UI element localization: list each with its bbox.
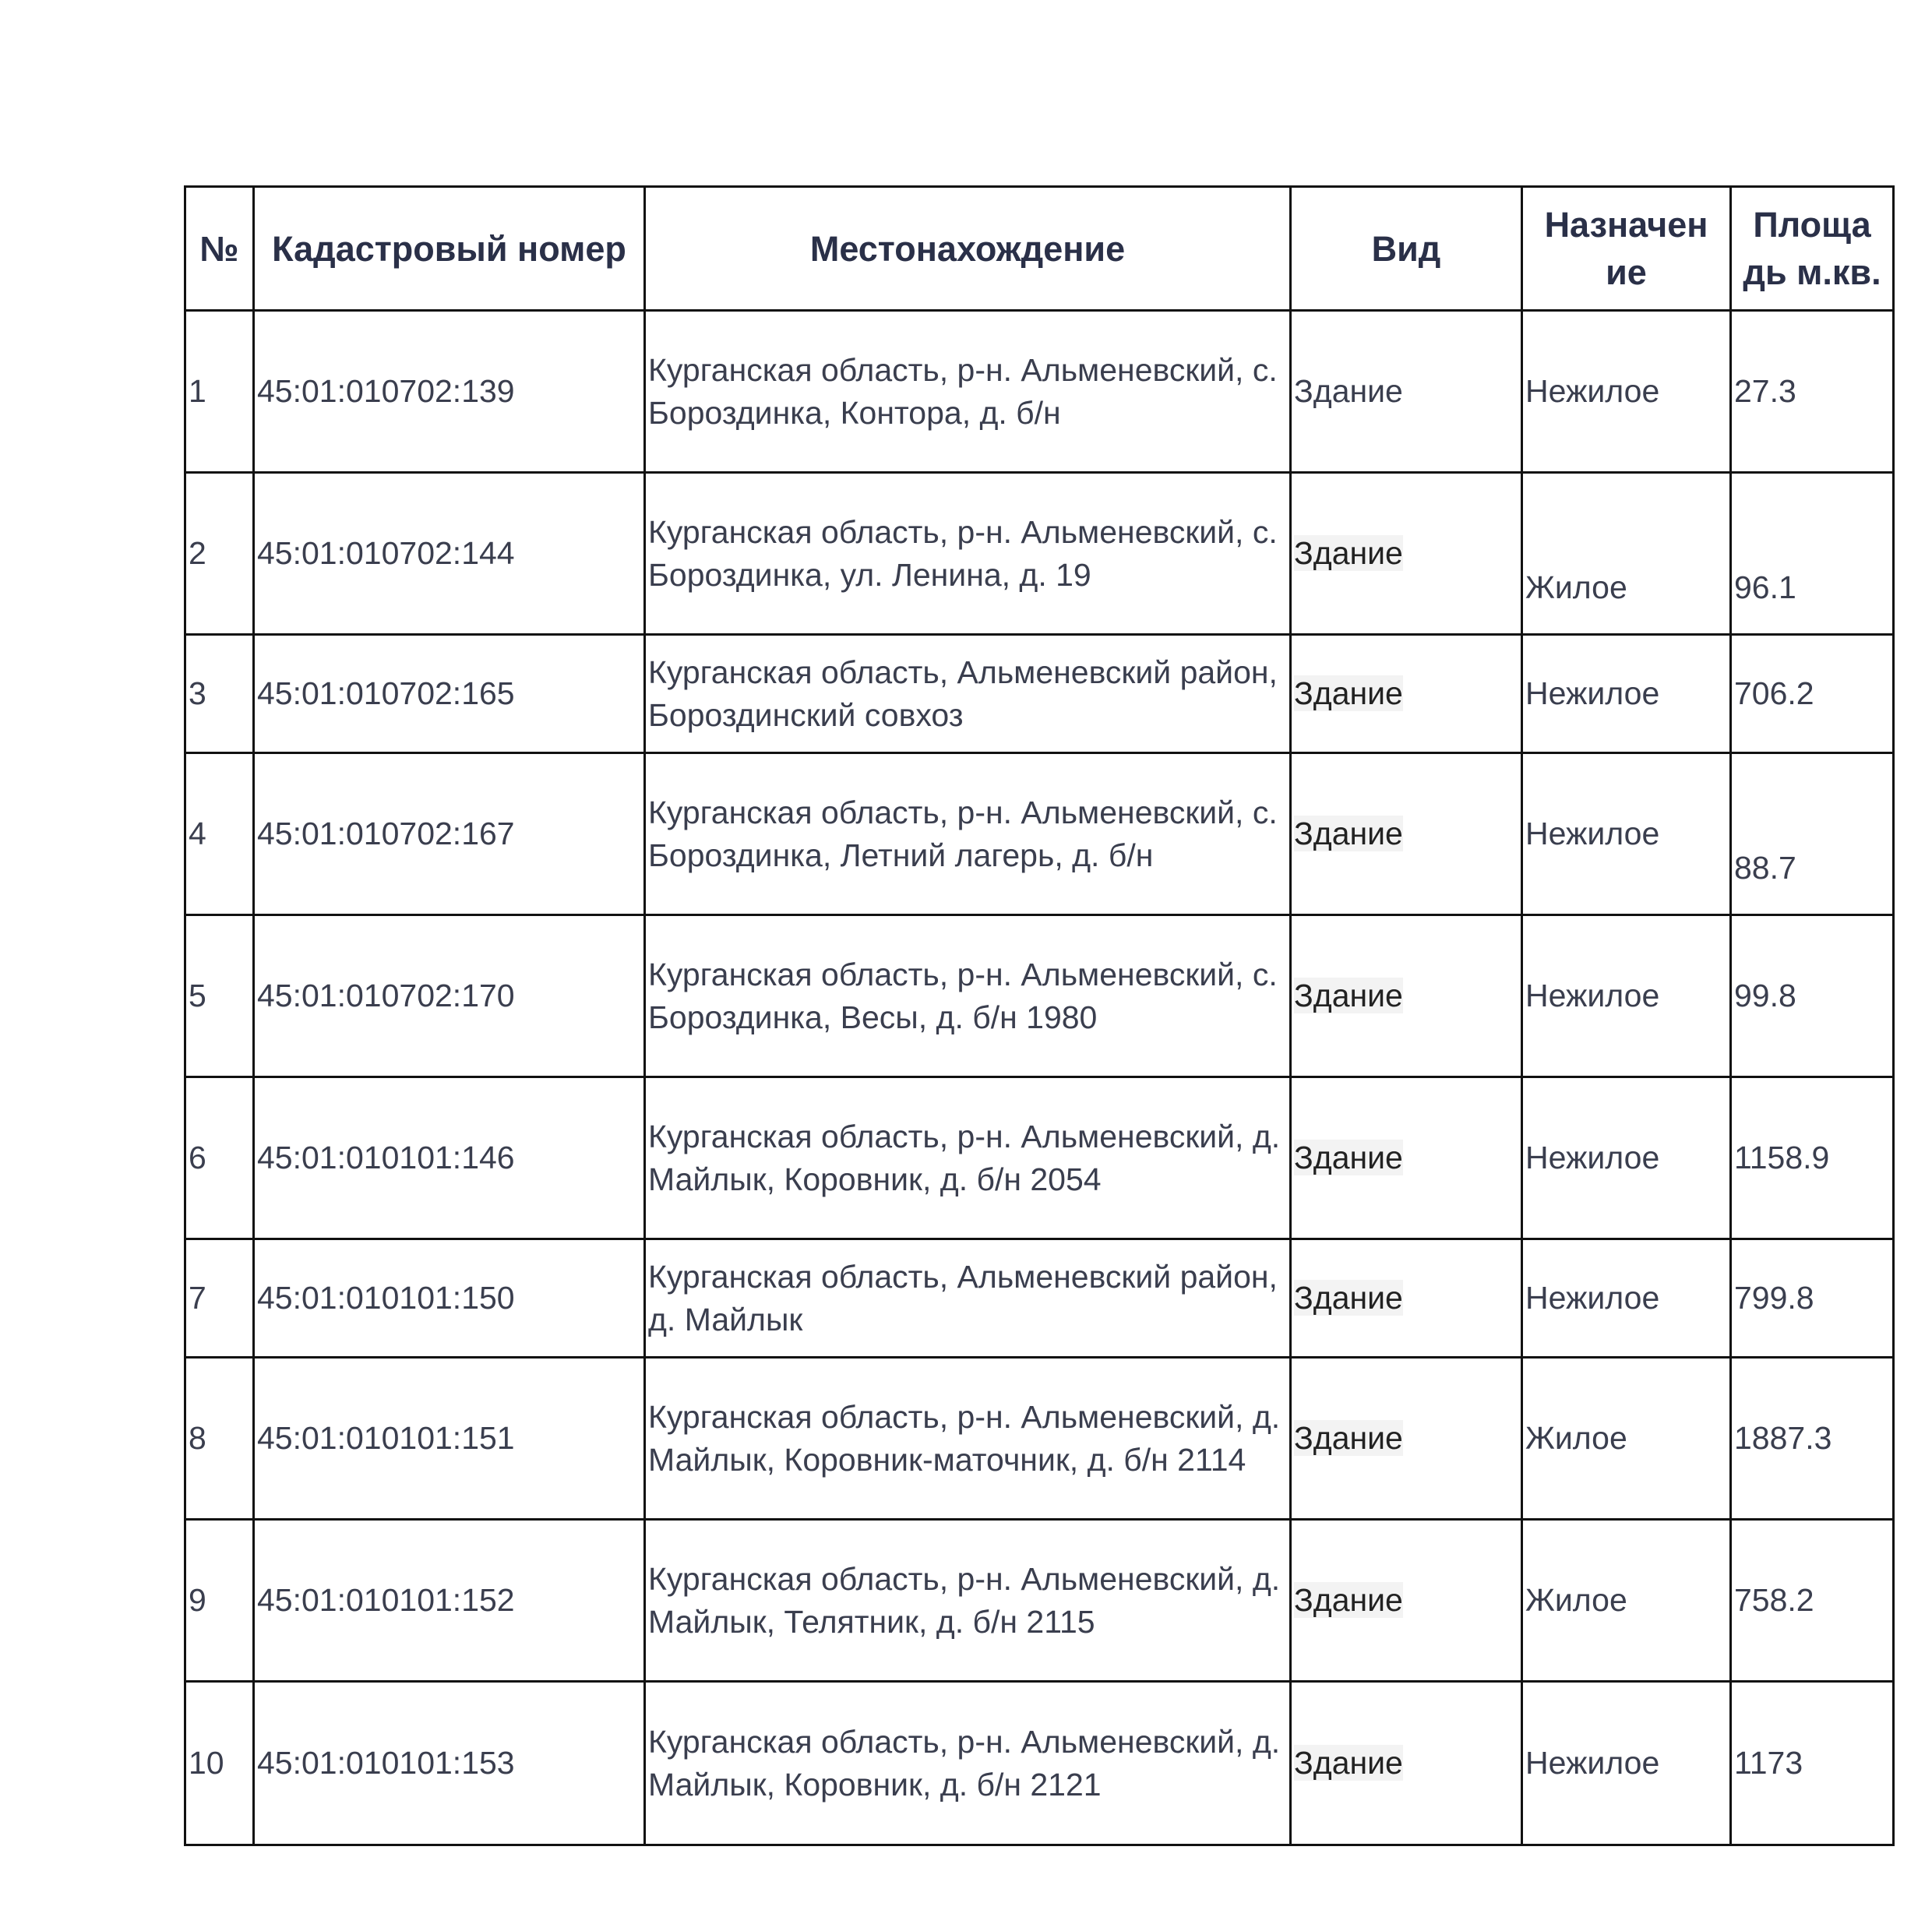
row-area: 758.2 (1731, 1520, 1894, 1682)
row-location: Курганская область, Альменевский район, д. Майлык (645, 1239, 1291, 1358)
row-area: 88.7 (1731, 753, 1894, 915)
table-header-row (185, 187, 1894, 311)
row-kind (1291, 1358, 1522, 1520)
row-kind-text: Здание (1294, 1582, 1403, 1618)
header-area: Площа дь м.кв. (1731, 187, 1894, 311)
table-row (185, 1520, 1894, 1682)
row-kind-text: Здание (1294, 816, 1403, 851)
row-location: Курганская область, р-н. Альменевский, с. Бороздинка, Весы, д. б/н 1980 (645, 915, 1291, 1077)
row-cadastral-number: 45:01:010702:170 (254, 915, 645, 1077)
row-purpose: Жилое (1522, 1358, 1731, 1520)
row-kind (1291, 635, 1522, 753)
table-row (185, 473, 1894, 635)
row-kind (1291, 311, 1522, 473)
row-cadastral-number: 45:01:010702:139 (254, 311, 645, 473)
row-location: Курганская область, р-н. Альменевский, д. Майлык, Телятник, д. б/н 2115 (645, 1520, 1291, 1682)
row-number: 3 (185, 635, 254, 753)
row-kind-text: Здание (1294, 1140, 1403, 1175)
header-location: Местонахождение (645, 187, 1291, 311)
row-number: 7 (185, 1239, 254, 1358)
row-area: 799.8 (1731, 1239, 1894, 1358)
row-number: 5 (185, 915, 254, 1077)
table-row (185, 1358, 1894, 1520)
row-kind-text: Здание (1294, 535, 1403, 571)
row-kind-text: Здание (1294, 373, 1403, 409)
row-cadastral-number: 45:01:010702:165 (254, 635, 645, 753)
row-kind-text: Здание (1294, 1280, 1403, 1316)
row-cadastral-number: 45:01:010101:151 (254, 1358, 645, 1520)
row-cadastral-number: 45:01:010101:153 (254, 1682, 645, 1845)
row-kind (1291, 915, 1522, 1077)
row-kind-text: Здание (1294, 1420, 1403, 1456)
row-purpose: Нежилое (1522, 1239, 1731, 1358)
table-row (185, 1682, 1894, 1845)
row-purpose: Жилое (1522, 473, 1731, 635)
row-area: 1887.3 (1731, 1358, 1894, 1520)
row-cadastral-number: 45:01:010101:150 (254, 1239, 645, 1358)
row-location: Курганская область, р-н. Альменевский, с. Бороздинка, Летний лагерь, д. б/н (645, 753, 1291, 915)
header-purpose: Назначен ие (1522, 187, 1731, 311)
row-cadastral-number: 45:01:010101:152 (254, 1520, 645, 1682)
row-cadastral-number: 45:01:010702:167 (254, 753, 645, 915)
row-location: Курганская область, р-н. Альменевский, д. Майлык, Коровник-маточник, д. б/н 2114 (645, 1358, 1291, 1520)
row-number: 1 (185, 311, 254, 473)
row-purpose: Нежилое (1522, 915, 1731, 1077)
row-area: 27.3 (1731, 311, 1894, 473)
row-area: 706.2 (1731, 635, 1894, 753)
row-area: 1158.9 (1731, 1077, 1894, 1239)
row-purpose: Нежилое (1522, 635, 1731, 753)
header-number: № (185, 187, 254, 311)
row-location: Курганская область, Альменевский район, Бороздинский совхоз (645, 635, 1291, 753)
row-number: 2 (185, 473, 254, 635)
row-kind (1291, 1239, 1522, 1358)
row-purpose: Нежилое (1522, 753, 1731, 915)
row-kind (1291, 1520, 1522, 1682)
row-number: 9 (185, 1520, 254, 1682)
row-location: Курганская область, р-н. Альменевский, с. Бороздинка, Контора, д. б/н (645, 311, 1291, 473)
header-kind: Вид (1291, 187, 1522, 311)
row-purpose: Нежилое (1522, 311, 1731, 473)
table-row (185, 1239, 1894, 1358)
property-table (184, 185, 1895, 1846)
row-kind-text: Здание (1294, 978, 1403, 1013)
row-number: 6 (185, 1077, 254, 1239)
row-location: Курганская область, р-н. Альменевский, д. Майлык, Коровник, д. б/н 2054 (645, 1077, 1291, 1239)
row-kind (1291, 1077, 1522, 1239)
table-row (185, 635, 1894, 753)
row-number: 8 (185, 1358, 254, 1520)
row-kind-text: Здание (1294, 675, 1403, 711)
table-row (185, 1077, 1894, 1239)
row-location: Курганская область, р-н. Альменевский, д. Майлык, Коровник, д. б/н 2121 (645, 1682, 1291, 1845)
row-kind (1291, 753, 1522, 915)
row-cadastral-number: 45:01:010702:144 (254, 473, 645, 635)
header-cadastral-number: Кадастровый номер (254, 187, 645, 311)
row-location: Курганская область, р-н. Альменевский, с. Бороздинка, ул. Ленина, д. 19 (645, 473, 1291, 635)
row-kind (1291, 473, 1522, 635)
row-cadastral-number: 45:01:010101:146 (254, 1077, 645, 1239)
row-area: 96.1 (1731, 473, 1894, 635)
row-purpose: Жилое (1522, 1520, 1731, 1682)
row-area: 1173 (1731, 1682, 1894, 1845)
row-kind-text: Здание (1294, 1745, 1403, 1781)
row-area: 99.8 (1731, 915, 1894, 1077)
row-purpose: Нежилое (1522, 1077, 1731, 1239)
table-row (185, 311, 1894, 473)
row-number: 10 (185, 1682, 254, 1845)
row-purpose: Нежилое (1522, 1682, 1731, 1845)
table-row (185, 753, 1894, 915)
row-number: 4 (185, 753, 254, 915)
table-row (185, 915, 1894, 1077)
row-kind (1291, 1682, 1522, 1845)
